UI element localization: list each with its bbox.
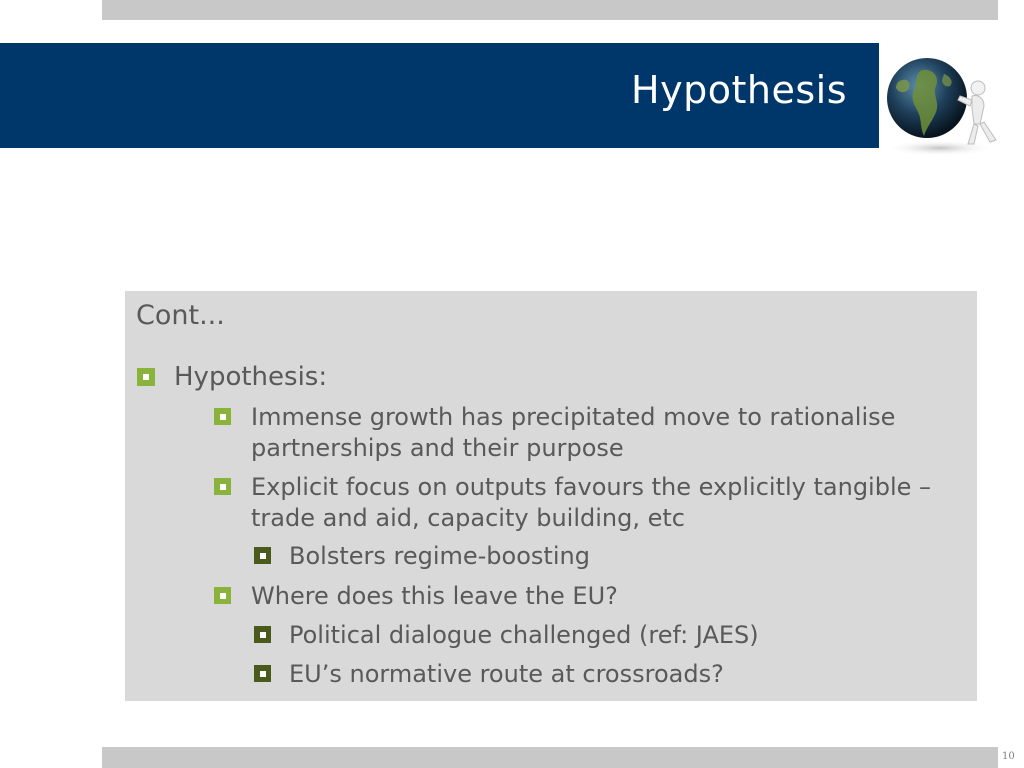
bullet-text: Hypothesis: — [174, 362, 328, 392]
bullet-text: Bolsters regime-boosting — [289, 542, 590, 570]
square-bullet-icon — [214, 478, 231, 495]
bullet-level2-growth — [214, 402, 895, 464]
bullet-level3-dialogue — [254, 620, 759, 651]
bullet-text-line: partnerships and their purpose — [251, 434, 624, 462]
square-bullet-icon — [137, 368, 155, 386]
bullet-level2-focus — [214, 472, 931, 534]
bullet-text: Where does this leave the EU? — [251, 582, 618, 610]
top-decorative-bar — [102, 0, 998, 20]
square-bullet-icon — [214, 408, 231, 425]
content-box — [125, 291, 977, 701]
square-bullet-icon — [214, 587, 231, 604]
square-bullet-icon — [254, 626, 271, 643]
globe-pushing-figure-icon — [880, 50, 1000, 158]
square-bullet-icon — [254, 547, 271, 564]
bullet-text-line: Immense growth has precipitated move to rationalise — [251, 403, 896, 431]
bullet-text — [251, 402, 895, 464]
square-bullet-icon — [254, 665, 271, 682]
bullet-text — [251, 472, 931, 534]
bullet-level3-regime — [254, 541, 590, 572]
page-number: 10 — [1002, 751, 1015, 762]
bullet-text-line: trade and aid, capacity building, etc — [251, 504, 685, 532]
bullet-level1-hypothesis — [137, 362, 327, 393]
content-heading: Cont... — [136, 300, 225, 331]
slide-title: Hypothesis — [631, 68, 847, 112]
bullet-level2-eu — [214, 581, 618, 612]
bottom-decorative-bar — [102, 747, 998, 768]
bullet-text-line: Explicit focus on outputs favours the explicitly tangible – — [251, 473, 932, 501]
title-band — [0, 43, 879, 148]
bullet-level3-normative — [254, 659, 724, 690]
bullet-text: Political dialogue challenged (ref: JAES) — [289, 621, 759, 649]
bullet-text: EU’s normative route at crossroads? — [289, 660, 724, 688]
